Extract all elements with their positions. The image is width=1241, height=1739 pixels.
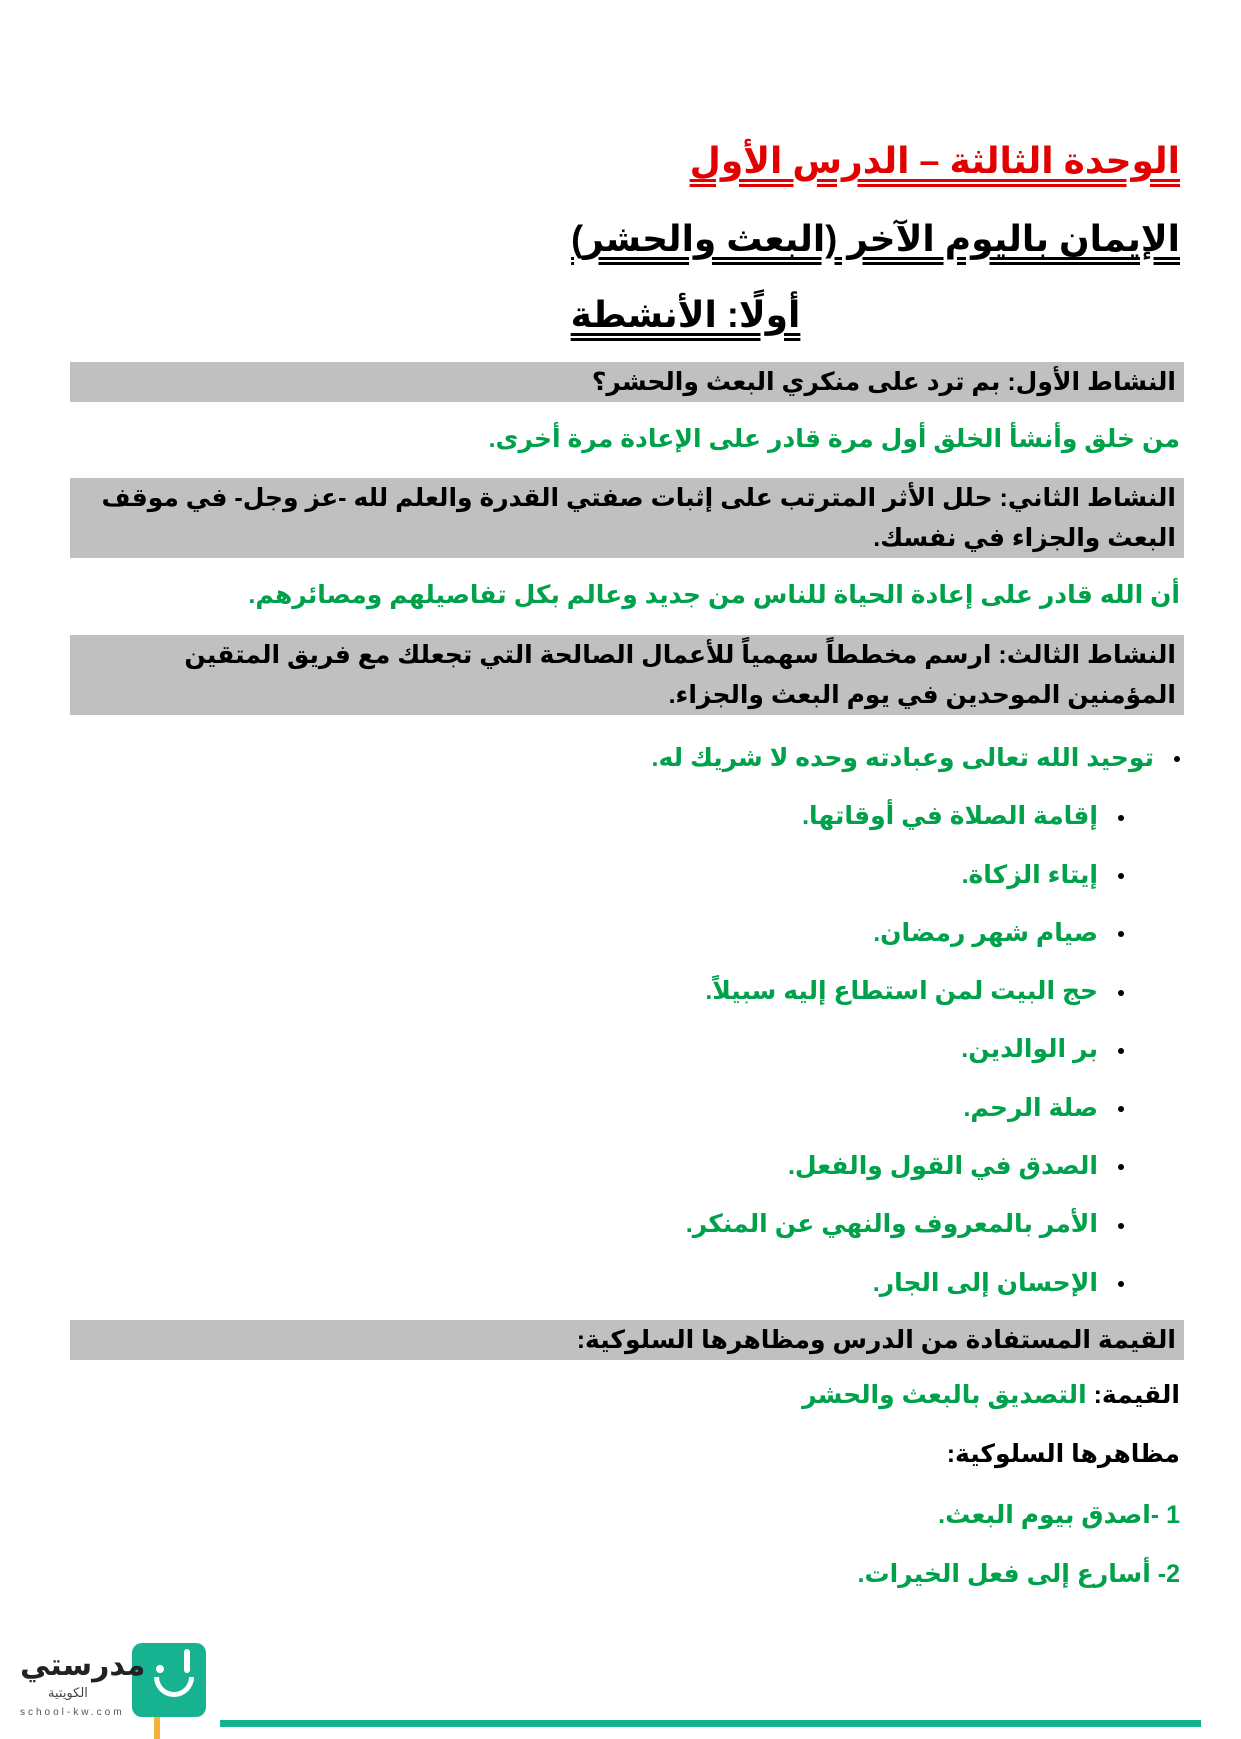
list-item: [652, 1088, 1125, 1146]
behaviors-label: مظاهرها السلوكية:: [946, 1440, 1180, 1468]
list-item-text: بر الوالدين.: [961, 1035, 1098, 1064]
bullet-icon: [1118, 1164, 1124, 1170]
list-item-text: الصدق في القول والفعل.: [787, 1152, 1098, 1181]
unit-title: الوحدة الثالثة – الدرس الأول: [689, 140, 1180, 181]
bullet-icon: [1118, 815, 1124, 821]
activity-1-answer: من خلق وأنشأ الخلق أول مرة قادر على الإعادة مرة أخرى.: [488, 425, 1180, 453]
footer-divider: [220, 1720, 1201, 1727]
bullet-icon: [1118, 1106, 1124, 1112]
list-item: [652, 855, 1125, 913]
logo-sub: الكويتية: [48, 1685, 88, 1700]
behavior-item-2: 2- أسارع إلى فعل الخيرات.: [857, 1560, 1180, 1588]
logo-name: مدرستي: [20, 1649, 146, 1682]
activity-3-question: النشاط الثالث: ارسم مخططاً سهمياً للأعمال الصالحة التي تجعلك مع فريق المتقين المؤمنين الموحدين في يوم البعث والجزاء.: [70, 635, 1184, 715]
list-item-text: الأمر بالمعروف والنهي عن المنكر.: [685, 1210, 1098, 1239]
list-item-text: حج البيت لمن استطاع إليه سبيلاً.: [705, 977, 1098, 1006]
activity-2-answer: أن الله قادر على إعادة الحياة للناس من جديد وعالم بكل تفاصيلهم ومصائرهم.: [248, 581, 1180, 609]
list-item-text: إيتاء الزكاة.: [961, 860, 1098, 889]
list-item: [652, 971, 1125, 1029]
list-item-text: توحيد الله تعالى وعبادته وحده لا شريك له.: [651, 744, 1154, 772]
list-item-text: إقامة الصلاة في أوقاتها.: [802, 802, 1098, 831]
list-item-text: الإحسان إلى الجار.: [872, 1268, 1098, 1297]
lesson-title: الإيمان باليوم الآخر (البعث والحشر): [571, 218, 1180, 259]
list-item: [652, 913, 1125, 971]
bullet-icon: [1118, 1223, 1124, 1229]
list-item: [652, 1029, 1125, 1087]
value-label: القيمة:: [1093, 1381, 1180, 1409]
bullet-icon: [1174, 756, 1180, 762]
section-title: [0, 294, 1241, 336]
activity-2-question: النشاط الثاني: حلل الأثر المترتب على إثبات صفتي القدرة والعلم لله -عز وجل- في موقف البعث والجزاء في نفسك.: [70, 478, 1184, 558]
list-item-text: صلة الرحم.: [963, 1093, 1098, 1122]
list-item: [652, 738, 1181, 796]
section-title-text: أولًا: الأنشطة: [570, 294, 801, 335]
list-item: [652, 1204, 1125, 1262]
bullet-icon: [1118, 931, 1124, 937]
value-heading: القيمة المستفادة من الدرس ومظاهرها السلوكية:: [70, 1320, 1184, 1360]
list-item-text: صيام شهر رمضان.: [873, 918, 1098, 947]
good-deeds-list: [652, 738, 1181, 1321]
list-item: [652, 1263, 1125, 1321]
activity-1-question: النشاط الأول: بم ترد على منكري البعث والحشر؟: [70, 362, 1184, 402]
list-item: [652, 1146, 1125, 1204]
value-text: التصديق بالبعث والحشر: [802, 1381, 1087, 1409]
bullet-icon: [1118, 990, 1124, 996]
value-line: [802, 1380, 1180, 1410]
bullet-icon: [1118, 873, 1124, 879]
behavior-item-1: 1 -اصدق بيوم البعث.: [938, 1501, 1180, 1529]
logo-url: school-kw.com: [20, 1707, 125, 1718]
list-item: [652, 796, 1125, 854]
bullet-icon: [1118, 1048, 1124, 1054]
bullet-icon: [1118, 1281, 1124, 1287]
